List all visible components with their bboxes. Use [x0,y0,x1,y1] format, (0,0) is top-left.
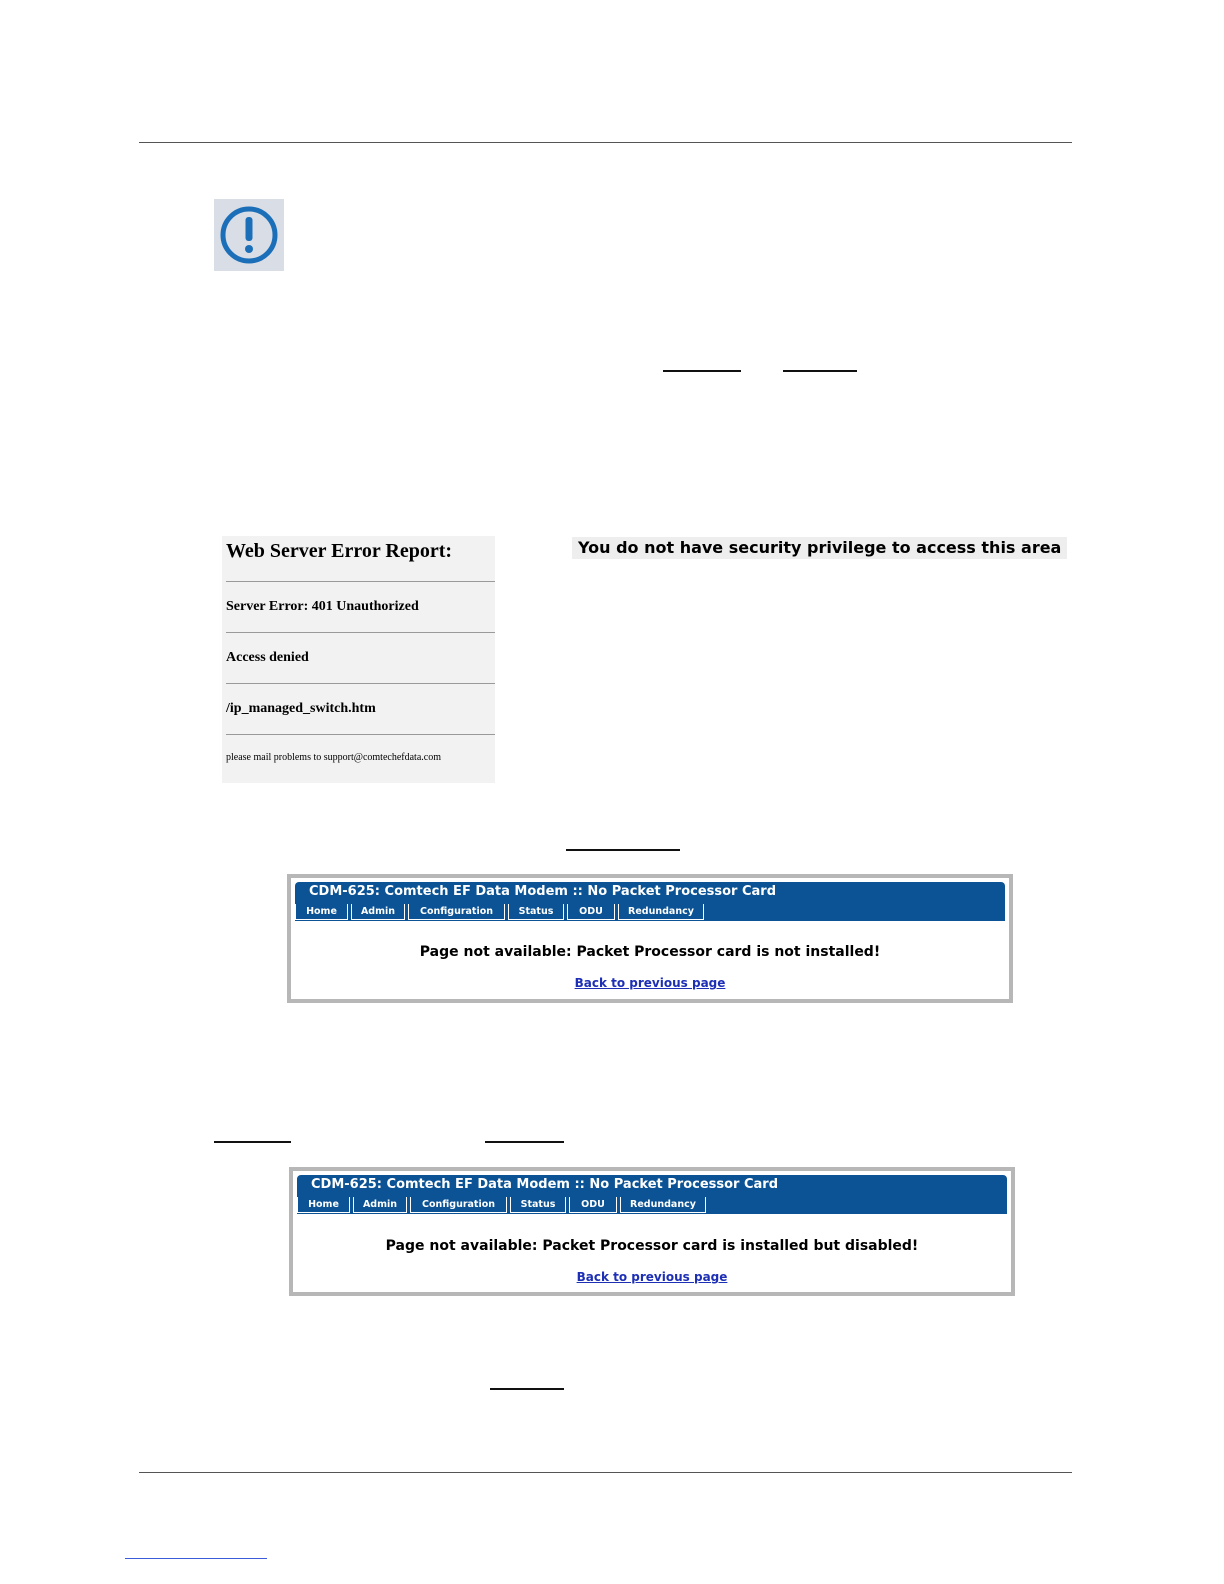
tab-status[interactable]: Status [508,904,564,920]
tab-redundancy[interactable]: Redundancy [618,904,704,920]
back-to-previous-page-link[interactable]: Back to previous page [576,1270,728,1284]
tab-configuration[interactable]: Configuration [410,1197,507,1213]
tab-status[interactable]: Status [510,1197,566,1213]
tab-redundancy[interactable]: Redundancy [620,1197,706,1213]
security-privilege-message: You do not have security privilege to access this area [572,537,1067,559]
modem-nav-bar [297,1195,1007,1214]
underline-mark [490,1388,564,1390]
tab-admin[interactable]: Admin [351,904,405,920]
header-rule [139,142,1072,143]
underline-mark [485,1141,564,1143]
underline-mark [214,1141,291,1143]
modem-title-bar: CDM-625: Comtech EF Data Modem :: No Packet Processor Card [295,882,1005,902]
underline-mark [566,849,680,851]
underline-mark [783,370,857,372]
web-server-error-report [222,536,495,783]
server-error-text: Server Error: 401 Unauthorized [226,599,419,614]
footer-rule [139,1472,1072,1473]
access-denied-text: Access denied [226,650,309,665]
important-notice-icon [214,199,284,271]
underline-mark [663,370,741,372]
tab-configuration[interactable]: Configuration [408,904,505,920]
exclamation-circle-icon [218,204,280,266]
divider [226,734,495,735]
modem-nav-bar [295,902,1005,921]
modem-page-not-installed [287,874,1013,1003]
tab-home[interactable]: Home [295,904,348,920]
error-report-title: Web Server Error Report: [226,540,453,562]
divider [226,581,495,582]
tab-odu[interactable]: ODU [567,904,615,920]
tab-admin[interactable]: Admin [353,1197,407,1213]
disabled-message: Page not available: Packet Processor card is installed but disabled! [385,1238,919,1254]
tab-odu[interactable]: ODU [569,1197,617,1213]
divider [226,632,495,633]
support-mail-text: please mail problems to support@comtechefdata.com [226,752,441,763]
modem-page-disabled [289,1167,1015,1296]
tab-home[interactable]: Home [297,1197,350,1213]
error-path-text: /ip_managed_switch.htm [226,701,376,716]
modem-title-bar: CDM-625: Comtech EF Data Modem :: No Packet Processor Card [297,1175,1007,1195]
back-to-previous-page-link[interactable]: Back to previous page [574,976,726,990]
divider [226,683,495,684]
not-installed-message: Page not available: Packet Processor card is not installed! [419,944,881,960]
footer-link-underline [125,1558,267,1559]
